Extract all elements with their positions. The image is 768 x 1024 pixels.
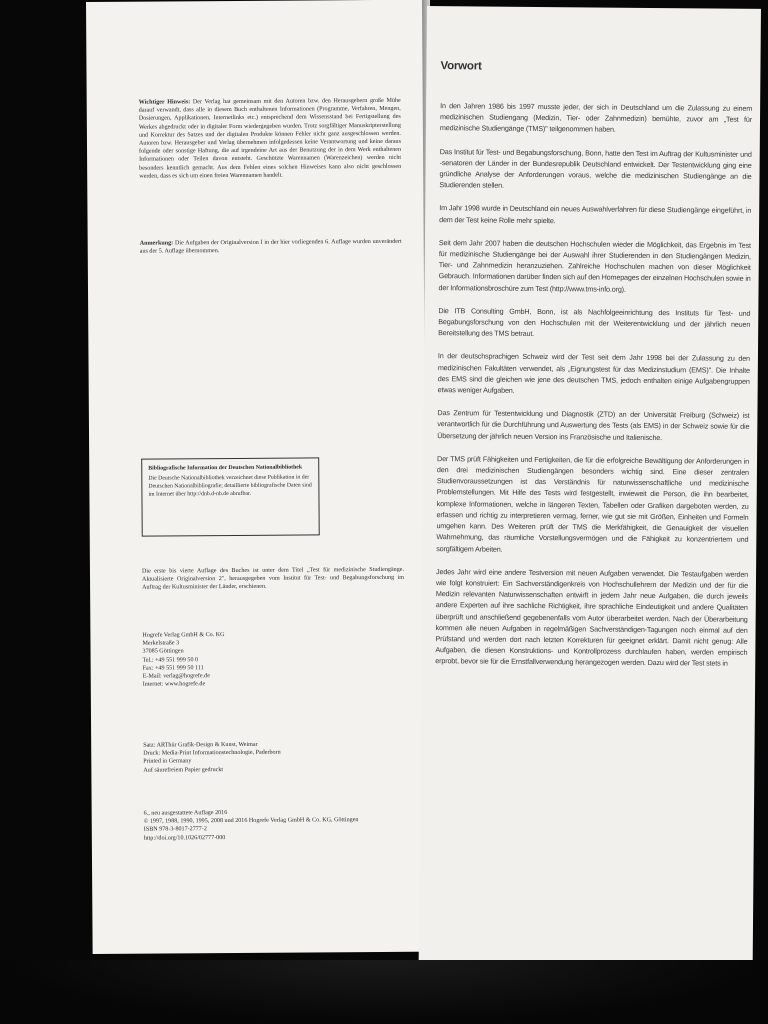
address-line: Hogrefe Verlag GmbH & Co. KG bbox=[142, 632, 225, 639]
credit-line: Druck: Media-Print Informationstechnologie, Paderborn bbox=[143, 749, 281, 757]
credit-line: Auf säurefreiem Papier gedruckt bbox=[143, 766, 224, 774]
address-line: 37085 Göttingen bbox=[142, 648, 184, 656]
notice-heading: Wichtiger Hinweis: bbox=[138, 99, 191, 106]
remark bbox=[140, 238, 402, 256]
paragraph: Der TMS prüft Fähigkeiten und Fertigkeiten, die für die erfolgreiche Bewältigung der Anforderungen in den drei medizinischen Studiengängen besonders wichtig sind. Eine dieser zentralen Studienvoraussetzungen ist das Verständnis für naturwissenschaftliche und medizinische Problemstellungen. Mit Hilfe des Tests wird festgestellt, inwieweit die Person, die ihn bearbeitet, komplexe Informationen, welche in längeren Texten, Tabellen oder Grafiken dargeboten werden, zu erfassen und richtig zu interpretieren vermag, ferner, wie gut sie mit Größen, Einheiten und Formeln umgehen kann. Des Weiteren prüft der TMS die Merkfähigkeit, die Genauigkeit der visuellen Wahrnehmung, das räumliche Vorstellungsvermögen und die Fähigkeit zu konzentriertem und sorgfältigem Arbeiten. bbox=[436, 453, 750, 554]
paragraph: Die ITB Consulting GmbH, Bonn, ist als Nachfolgeeinrichtung des Instituts für Test- und Begabungsforschung von den Hochschulen mit der Weiterentwicklung und der jährlich neuen Bereitstellung des TMS betraut. bbox=[438, 305, 751, 339]
address-line: Internet: www.hogrefe.de bbox=[142, 681, 206, 688]
paragraph: Jedes Jahr wird eine andere Testversion mit neuen Aufgaben verwendet. Die Testaufgaben werden wie folgt konstruiert: Ein Sachverständigenkreis von Hochschullehrern der Medizin und der für die Medizin relevanten Naturwissenschaften entwirft in jedem Jahr neue Aufgaben, die durch jeweils andere Experten auf ihre sachliche Richtigkeit, ihre sprachliche Eindeutigkeit und andere Qualitäten überprüft und anschließend gegebenenfalls vom Autor überarbeitet werden. Nach der Überarbeitung kommen alle neuen Aufgaben in regelmäßigen Sachverständigen-Tagungen noch einmal auf den Prüfstand und werden dort nach letzten Korrekturen für geeignet erklärt. Damit nicht genug: Alle Aufgaben, die diesen Konstruktions- und Kontrollprozess durchlaufen haben, werden empirisch erprobt, bevor sie für die Ernstfallverwendung herangezogen werden. Dazu wird der Test stets in bbox=[435, 566, 749, 668]
background-shadow bbox=[0, 960, 768, 1024]
credit-line: Printed in Germany bbox=[143, 758, 192, 766]
remark-text: Die Aufgaben der Originalversion I in der hier vorliegenden 6. Auflage wurden unverändert aus der 5. Auflage übernommen. bbox=[139, 238, 402, 255]
doi-line: http://doi.org/10.1026/02777-000 bbox=[143, 834, 226, 842]
paragraph: Das Institut für Test- und Begabungsforschung, Bonn, hatte den Test im Auftrag der Kultusminister und -senatoren der Länder in der Bundesrepublik Deutschland entwickelt. Der Testentwicklung ging eine gründliche Analyse der Anforderungen voraus, welche die medizinischen Studiengänge an die Studierenden stellen. bbox=[439, 146, 752, 190]
edition-line: 6., neu ausgestattete Auflage 2016 bbox=[143, 810, 228, 817]
paragraph: In den Jahren 1986 bis 1997 musste jeder, der sich in Deutschland um die Zulassung zu einem medizinischen Studiengang (Medizin, Tier- oder Zahnmedizin) bemühte, zuvor am „Test für medizinische Studiengänge (TMS)" teilgenommen haben. bbox=[439, 101, 753, 135]
address-line: Fax: +49 551 999 50 111 bbox=[142, 665, 204, 672]
important-notice bbox=[139, 97, 402, 181]
remark-heading: Anmerkung: bbox=[139, 240, 174, 247]
copyright-line: © 1997, 1988, 1990, 1995, 2008 und 2016 Hogrefe Verlag GmbH & Co. KG, Göttingen bbox=[143, 817, 359, 825]
box-title: Bibliografische Information der Deutschen Nationalbibliothek bbox=[148, 464, 303, 472]
notice-text: Der Verlag hat gemeinsam mit den Autoren bzw. den Herausgebern große Mühe darauf verwandt, dass alle in diesem Buch enthaltenen Informationen (Programme, Verfahren, Mengen, Dosierungen, Applikationen, Internetlinks etc.) entsprechend dem Wissensstand bei Fertigstellung des Werkes abgedruckt oder in digitaler Form wiedergegeben wurden. Trotz sorgfältiger Manuskripterstellung und Korrektur des Satzes und der digitalen Produkte können Fehler nicht ganz ausgeschlossen werden. Autoren bzw. Herausgeber und Verlag übernehmen infolgedessen keine Verantwortung und keine daraus folgende oder sonstige Haftung, die auf irgendeine Art aus der Benutzung der in dem Werk enthaltenen Informationen oder Teilen davon entsteht. Geschützte Warennamen (Warenzeichen) werden nicht besonders kenntlich gemacht. Aus dem Fehlen eines solchen Hinweises kann also nicht geschlossen werden, dass es sich um einen freien Warennamen handelt. bbox=[138, 97, 402, 180]
right-page bbox=[419, 6, 761, 965]
bibliographic-info-box bbox=[141, 457, 320, 536]
left-page bbox=[86, 0, 429, 954]
paragraph: Im Jahr 1998 wurde in Deutschland ein neues Auswahlverfahren für diese Studiengänge eingeführt, in dem der Test keine Rolle mehr spielte. bbox=[439, 203, 752, 225]
box-text: Die Deutsche Nationalbibliothek verzeichnet diese Publikation in der Deutschen Nationalbibliografie; detaillierte bibliografische Daten sind im Internet über http://dnb.d-nb.de abrufbar. bbox=[148, 474, 312, 498]
address-line: E-Mail: verlag@hogrefe.de bbox=[142, 673, 210, 680]
paragraph: Das Zentrum für Testentwicklung und Diagnostik (ZTD) an der Universität Freiburg (Schweiz) ist verantwortlich für die Durchführung und Auswertung des Tests (als EMS) in der Schweiz sowie für die Übersetzung der jährlich neuen Version ins Französische und Italienische. bbox=[437, 408, 750, 442]
paragraph: Seit dem Jahr 2007 haben die deutschen Hochschulen wieder die Möglichkeit, das Ergebnis im Test für medizinische Studiengänge bei der Auswahl ihrer Studierenden in den Studiengängen Medizin, Tier- und Zahnmedizin heranzuziehen. Zahlreiche Hochschulen machen von dieser Möglichkeit Gebrauch. Informationen darüber finden sich auf den Homepages der einzelnen Hochschulen sowie in der Informationsbroschüre zum Test (http://www.tms-info.org). bbox=[438, 237, 751, 294]
edition-note: Die erste bis vierte Auflage des Buches ist unter dem Titel „Test für medizinische Studiengänge. Aktualisierte Originalversion 2", herausgegeben vom Institut für Test- und Begabungsforschung im Auftrag der Kultusminister der Länder, erschienen. bbox=[141, 566, 405, 592]
publisher-address bbox=[142, 630, 404, 689]
isbn-line: ISBN 978-3-8017-2777-2 bbox=[143, 826, 207, 834]
production-credits bbox=[143, 740, 405, 775]
address-line: Merkelstraße 3 bbox=[142, 640, 180, 647]
credit-line: Satz: ARThür Grafik-Design & Kunst, Weimar bbox=[143, 741, 258, 749]
address-line: Tel.: +49 551 999 50 0 bbox=[142, 656, 199, 664]
foreword-body bbox=[435, 100, 752, 681]
paragraph: In der deutschsprachigen Schweiz wird der Test seit dem Jahr 1998 bei der Zulassung zu den medizinischen Fakultäten verwendet, als „Eignungstest für das Medizinstudium (EMS)". Die Inhalte des EMS sind die gleichen wie jene des deutschen TMS, jedoch enthalten einige Aufgabengruppen etwas weniger Aufgaben. bbox=[437, 351, 750, 395]
edition-copyright bbox=[144, 808, 406, 843]
page-title: Vorwort bbox=[440, 60, 482, 73]
